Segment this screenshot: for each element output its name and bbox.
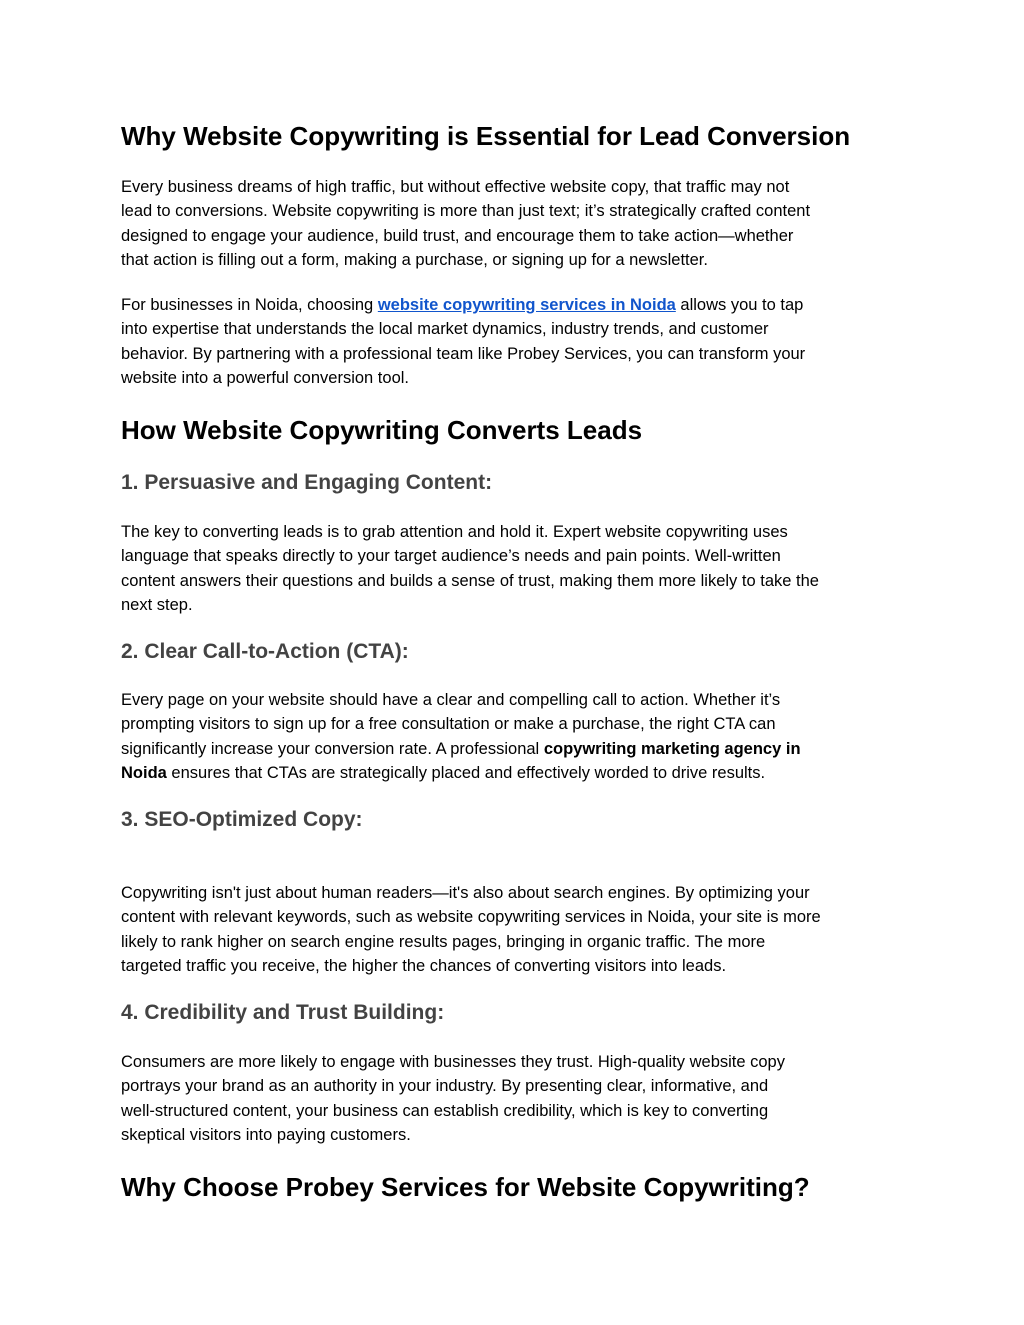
- text-line: The key to converting leads is to grab attention and hold it. Expert website copywriting uses: [121, 523, 788, 541]
- text-run: allows you to tap: [675, 296, 804, 314]
- bold-agency-phrase: copywriting marketing agency in: [543, 739, 801, 758]
- text-line: targeted traffic you receive, the higher the chances of converting visitors into leads.: [121, 956, 727, 975]
- text-line: behavior. By partnering with a professional team like Probey Services, you can transform your: [121, 344, 806, 363]
- text-line: likely to rank higher on search engine results pages, bringing in organic traffic. The more: [121, 932, 766, 951]
- subheading-persuasive-content: 1. Persuasive and Engaging Content:: [121, 471, 493, 494]
- text-line: content with relevant keywords, such as website copywriting services in Noida, your site is more: [121, 908, 821, 927]
- text-line: Every page on your website should have a clear and compelling call to action. Whether it’s: [121, 691, 781, 709]
- text-line: into expertise that understands the local market dynamics, industry trends, and customer: [121, 320, 769, 339]
- subheading-credibility: 4. Credibility and Trust Building:: [121, 1001, 445, 1024]
- text-line: skeptical visitors into paying customers.: [121, 1125, 411, 1144]
- heading-why-choose-probey: Why Choose Probey Services for Website Copywriting?: [121, 1172, 810, 1202]
- text-line: portrays your brand as an authority in your industry. By presenting clear, informative, and: [121, 1077, 769, 1096]
- seo-copy-paragraph: [121, 881, 911, 978]
- text-line: Copywriting isn't just about human readers—it's also about search engines. By optimizing your: [121, 884, 810, 902]
- intro-paragraph-2: [121, 293, 911, 390]
- heading-lead-conversion: Why Website Copywriting is Essential for Lead Conversion: [121, 121, 851, 151]
- text-line: that action is filling out a form, making a purchase, or signing up for a newsletter.: [121, 250, 708, 269]
- text-line: Every business dreams of high traffic, but without effective website copy, that traffic may not: [121, 178, 790, 196]
- text-line: lead to conversions. Website copywriting is more than just text; it’s strategically crafted content: [121, 202, 811, 221]
- intro-paragraph-1: [121, 175, 911, 272]
- text-line: Consumers are more likely to engage with businesses they trust. High-quality website copy: [121, 1053, 785, 1071]
- text-line: [121, 293, 911, 317]
- text-run: ensures that CTAs are strategically placed and effectively worded to drive results.: [166, 763, 766, 782]
- text-run: significantly increase your conversion rate. A professional: [121, 739, 544, 758]
- heading-converts-leads: How Website Copywriting Converts Leads: [121, 415, 643, 445]
- text-line: designed to engage your audience, build trust, and encourage them to take action—whether: [121, 226, 794, 245]
- text-line: next step.: [121, 595, 193, 614]
- text-line: prompting visitors to sign up for a free consultation or make a purchase, the right CTA can: [121, 715, 776, 734]
- subheading-seo-copy: 3. SEO-Optimized Copy:: [121, 808, 363, 831]
- text-line: [121, 737, 911, 761]
- credibility-paragraph: [121, 1050, 911, 1147]
- text-line: well-structured content, your business can establish credibility, which is key to converting: [121, 1101, 769, 1120]
- persuasive-content-paragraph: [121, 520, 911, 617]
- text-line: website into a powerful conversion tool.: [121, 368, 409, 387]
- text-line: content answers their questions and builds a sense of trust, making them more likely to take the: [121, 571, 819, 590]
- noida-copywriting-link[interactable]: website copywriting services in Noida: [377, 296, 676, 314]
- bold-noida: Noida: [121, 763, 167, 782]
- clear-cta-paragraph: [121, 688, 911, 785]
- text-run: For businesses in Noida, choosing: [121, 296, 378, 314]
- text-line: [121, 761, 911, 785]
- text-line: language that speaks directly to your target audience’s needs and pain points. Well-written: [121, 547, 781, 566]
- subheading-clear-cta: 2. Clear Call-to-Action (CTA):: [121, 640, 409, 663]
